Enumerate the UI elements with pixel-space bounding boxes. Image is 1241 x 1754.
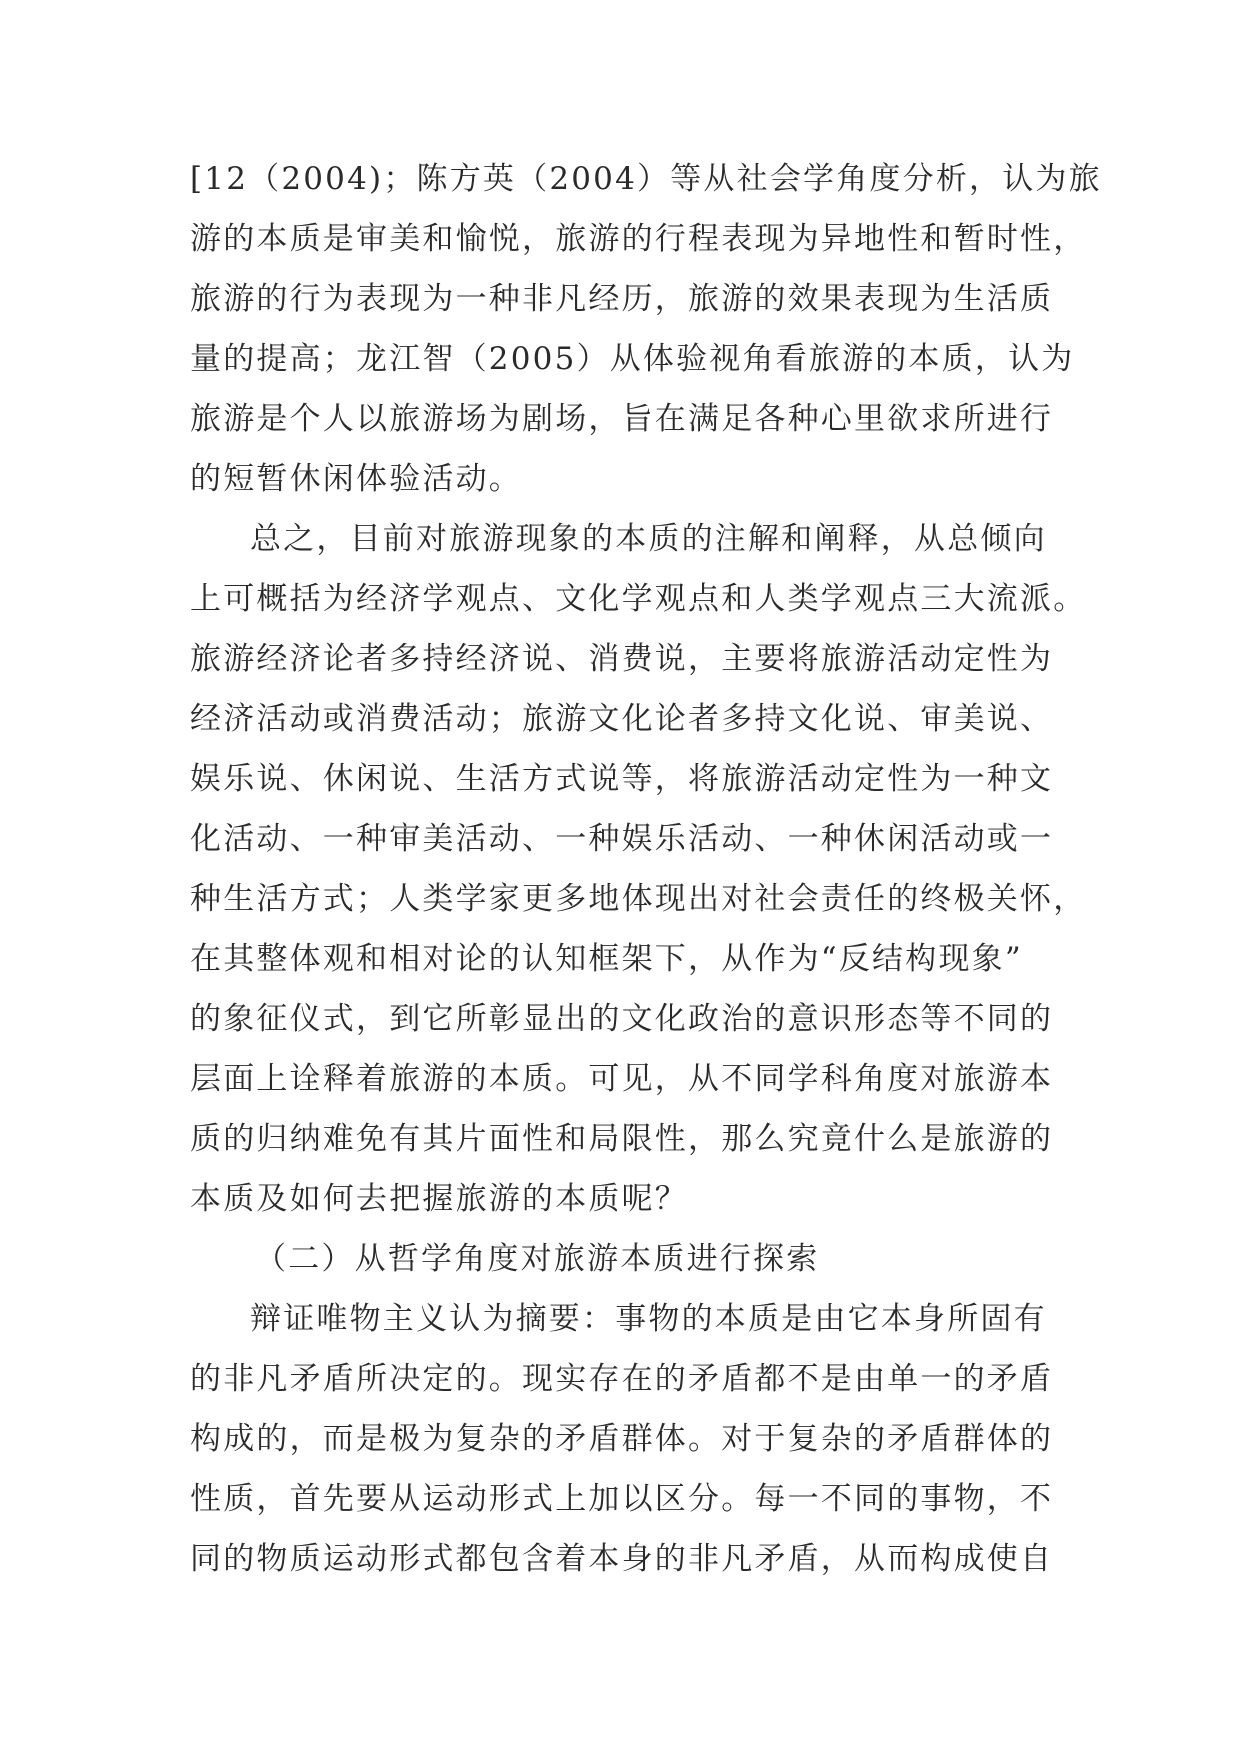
text-line: 量的提高；龙江智（2005）从体验视角看旅游的本质，认为 bbox=[190, 341, 1075, 377]
text-line: 的短暂休闲体验活动。 bbox=[190, 461, 522, 497]
text-line: 游的本质是审美和愉悦，旅游的行程表现为异地性和暂时性， bbox=[190, 221, 1087, 257]
text-line: 旅游的行为表现为一种非凡经历，旅游的效果表现为生活质 bbox=[190, 281, 1054, 317]
text-line: 经济活动或消费活动；旅游文化论者多持文化说、审美说、 bbox=[190, 701, 1054, 737]
text-line: 构成的，而是极为复杂的矛盾群体。对于复杂的矛盾群体的 bbox=[190, 1421, 1054, 1457]
text-line: 的非凡矛盾所决定的。现实存在的矛盾都不是由单一的矛盾 bbox=[190, 1361, 1054, 1397]
section-heading: （二）从哲学角度对旅游本质进行探索 bbox=[255, 1241, 820, 1277]
text-line: 旅游是个人以旅游场为剧场，旨在满足各种心里欲求所进行 bbox=[190, 401, 1054, 437]
text-line: 旅游经济论者多持经济说、消费说，主要将旅游活动定性为 bbox=[190, 641, 1054, 677]
text-line: 同的物质运动形式都包含着本身的非凡矛盾，从而构成使自 bbox=[190, 1541, 1054, 1577]
text-line: 化活动、一种审美活动、一种娱乐活动、一种休闲活动或一 bbox=[190, 821, 1054, 857]
paragraph-first-line: 辩证唯物主义认为摘要：事物的本质是由它本身所固有 bbox=[250, 1301, 1047, 1337]
text-line: [12（2004)；陈方英（2004）等从社会学角度分析，认为旅 bbox=[190, 161, 1102, 197]
text-line: 本质及如何去把握旅游的本质呢？ bbox=[190, 1181, 688, 1217]
text-line: 娱乐说、休闲说、生活方式说等，将旅游活动定性为一种文 bbox=[190, 761, 1054, 797]
text-line: 上可概括为经济学观点、文化学观点和人类学观点三大流派。 bbox=[190, 581, 1087, 617]
paragraph-first-line: 总之，目前对旅游现象的本质的注解和阐释，从总倾向 bbox=[250, 521, 1047, 557]
text-line: 质的归纳难免有其片面性和局限性，那么究竟什么是旅游的 bbox=[190, 1121, 1054, 1157]
text-line: 种生活方式；人类学家更多地体现出对社会责任的终极关怀， bbox=[190, 881, 1087, 917]
text-line: 性质，首先要从运动形式上加以区分。每一不同的事物，不 bbox=[190, 1481, 1054, 1517]
text-line: 的象征仪式，到它所彰显出的文化政治的意识形态等不同的 bbox=[190, 1001, 1054, 1037]
text-line: 在其整体观和相对论的认知框架下，从作为“反结构现象” bbox=[190, 941, 1023, 977]
text-line: 层面上诠释着旅游的本质。可见，从不同学科角度对旅游本 bbox=[190, 1061, 1054, 1097]
